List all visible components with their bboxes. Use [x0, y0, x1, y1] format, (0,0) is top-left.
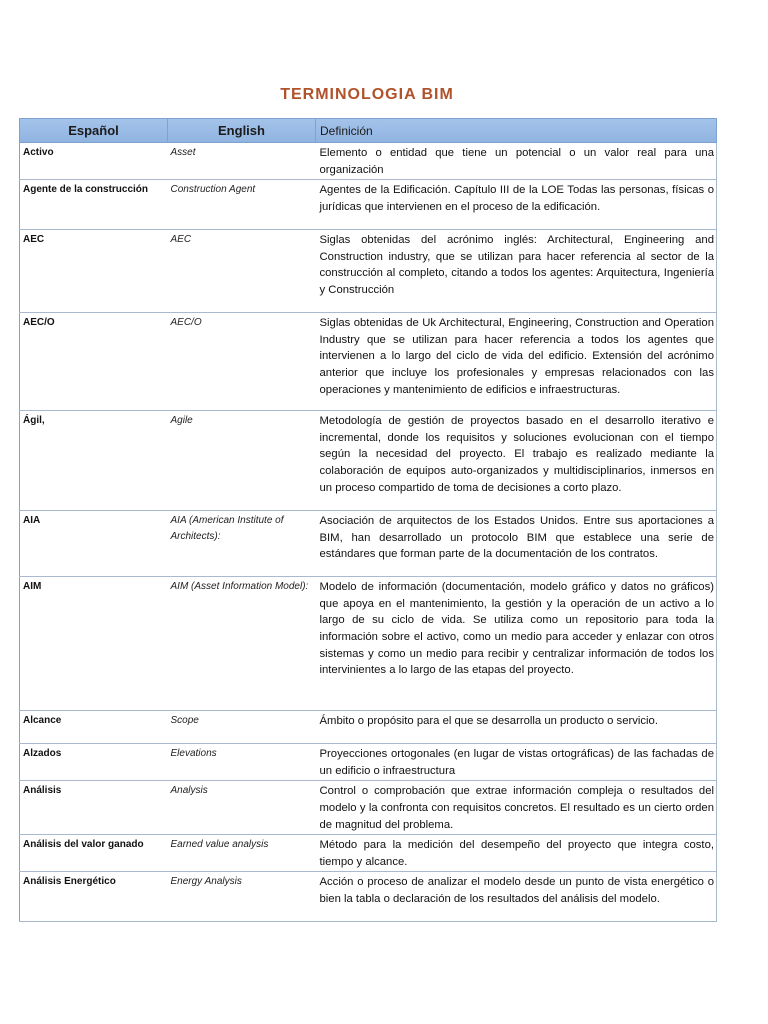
term-definition: Modelo de información (documentación, modelo gráfico y datos no gráficos) que apoya en el mantenimiento, la gestión y la operación de un activo a lo largo de su ciclo de vida. Se utiliza como un repositorio para toda la información sobre el activo, como un medio para acceder y enlazar con otros sistemas y como un medio para recibir y centralizar información de todos los intervinientes a lo largo de las etapas del proyecto.: [316, 577, 717, 711]
term-es: Alcance: [20, 711, 168, 744]
term-definition: Método para la medición del desempeño del proyecto que integra costo, tiempo y alcance.: [316, 835, 717, 872]
term-en: AEC: [168, 230, 316, 313]
table-row: [20, 180, 717, 230]
term-definition: Metodología de gestión de proyectos basado en el desarrollo iterativo e incremental, donde los requisitos y soluciones evolucionan con el tiempo según la necesidad del proyecto. El trabajo es realizado mediante la colaboración de equipos auto-organizados y multidisciplinarios, inmersos en un proceso compartido de toma de decisiones a corto plazo.: [316, 411, 717, 511]
table-row: [20, 230, 717, 313]
table-row: [20, 872, 717, 922]
term-es: AIA: [20, 511, 168, 577]
term-es: AEC: [20, 230, 168, 313]
term-es: Alzados: [20, 744, 168, 781]
term-en: Earned value analysis: [168, 835, 316, 872]
term-en: Scope: [168, 711, 316, 744]
term-en: Agile: [168, 411, 316, 511]
term-en: Analysis: [168, 781, 316, 835]
term-en: AIA (American Institute of Architects):: [168, 511, 316, 577]
table-row: [20, 744, 717, 781]
page-title: TERMINOLOGIA BIM: [280, 86, 454, 103]
term-en: Asset: [168, 143, 316, 180]
table-header-row: [20, 119, 717, 143]
term-definition: Proyecciones ortogonales (en lugar de vistas ortográficas) de las fachadas de un edificio o infraestructura: [316, 744, 717, 781]
header-english: English: [168, 119, 316, 143]
table-row: [20, 511, 717, 577]
table-row: [20, 577, 717, 711]
header-definicion: Definición: [316, 119, 717, 143]
term-es: Agente de la construcción: [20, 180, 168, 230]
table-body: [20, 143, 717, 922]
term-en: Construction Agent: [168, 180, 316, 230]
table-row: [20, 313, 717, 411]
term-definition: Control o comprobación que extrae información compleja o resultados del modelo y la confronta con requisitos concretos. El resultado es un cierto orden de magnitud del problema.: [316, 781, 717, 835]
term-definition: Siglas obtenidas del acrónimo inglés: Architectural, Engineering and Construction industry, que se utilizan para hacer referencia al sector de la construcción al completo, citando a todos los agentes: Arquitectura, Ingeniería y Construcción: [316, 230, 717, 313]
term-es: Activo: [20, 143, 168, 180]
term-es: AIM: [20, 577, 168, 711]
table-row: [20, 143, 717, 180]
term-es: Ágil,: [20, 411, 168, 511]
table-row: [20, 835, 717, 872]
table-row: [20, 781, 717, 835]
term-en: Energy Analysis: [168, 872, 316, 922]
terminology-table: [19, 118, 717, 922]
table-row: [20, 711, 717, 744]
header-espanol: Español: [20, 119, 168, 143]
term-definition: Elemento o entidad que tiene un potencial o un valor real para una organización: [316, 143, 717, 180]
term-en: Elevations: [168, 744, 316, 781]
term-definition: Acción o proceso de analizar el modelo desde un punto de vista energético o bien la tabla o declaración de los resultados del análisis del modelo.: [316, 872, 717, 922]
term-en: AEC/O: [168, 313, 316, 411]
term-es: Análisis del valor ganado: [20, 835, 168, 872]
term-definition: Asociación de arquitectos de los Estados Unidos. Entre sus aportaciones a BIM, han desarrollado un protocolo BIM que establece una serie de estándares que forman parte de la documentación de los contratos.: [316, 511, 717, 577]
term-es: Análisis: [20, 781, 168, 835]
term-definition: Agentes de la Edificación. Capítulo III de la LOE Todas las personas, físicas o jurídicas que intervienen en el proceso de la edificación.: [316, 180, 717, 230]
term-es: Análisis Energético: [20, 872, 168, 922]
term-definition: Siglas obtenidas de Uk Architectural, Engineering, Construction and Operation Industry que se utilizan para hacer referencia a todos los agentes que intervienen a lo largo del ciclo de vida del edificio. Extensión del acrónimo anterior que incluye los profesionales y empresas relacionados con las operaciones y mantenimiento de edificios e infraestructuras.: [316, 313, 717, 411]
term-es: AEC/O: [20, 313, 168, 411]
table-row: [20, 411, 717, 511]
term-en: AIM (Asset Information Model):: [168, 577, 316, 711]
term-definition: Ámbito o propósito para el que se desarrolla un producto o servicio.: [316, 711, 717, 744]
